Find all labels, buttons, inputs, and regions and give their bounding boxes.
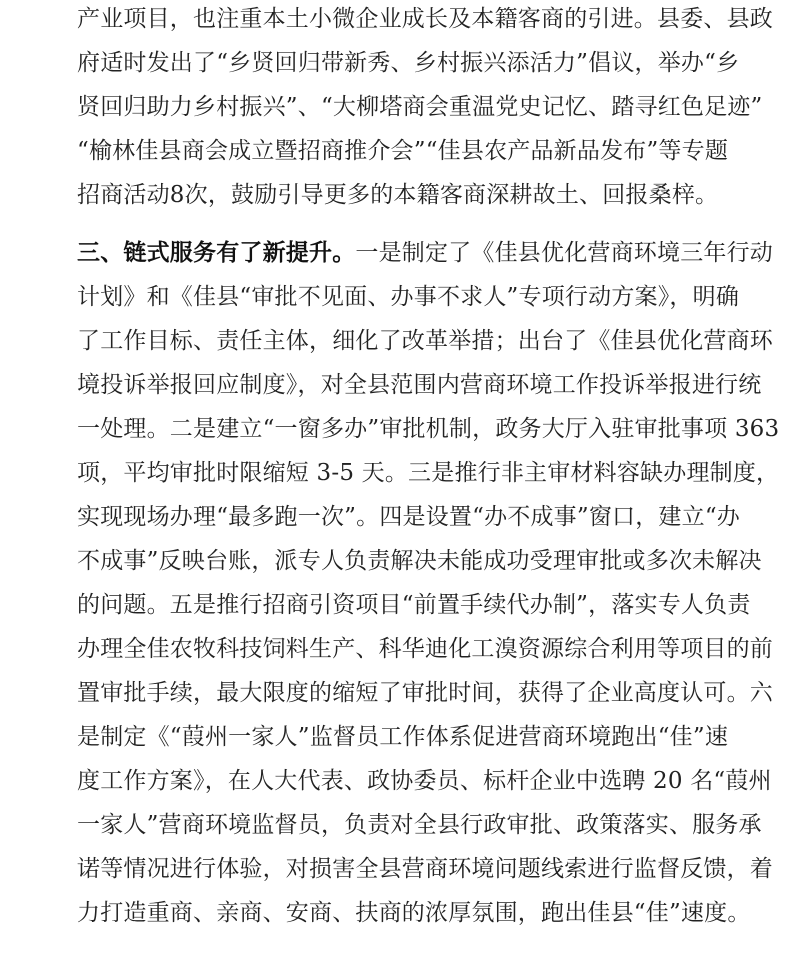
text-line: 了工作目标、责任主体，细化了改革举措；出台了《佳县优化营商环	[77, 328, 773, 354]
text-span: 一是制定了《佳县优化营商环境三年行动	[355, 240, 774, 266]
text-line: “榆林佳县商会成立暨招商推介会”“佳县农产品新品发布”等专题	[77, 138, 729, 164]
text-line: 不成事”反映台账，派专人负责解决未能成功受理审批或多次未解决	[77, 548, 762, 574]
text-line: 产业项目，也注重本土小微企业成长及本籍客商的引进。县委、县政	[77, 6, 773, 32]
text-line: 府适时发出了“乡贤回归带新秀、乡村振兴添活力”倡议，举办“乡	[77, 50, 740, 76]
text-line: 置审批手续，最大限度的缩短了审批时间，获得了企业高度认可。六	[77, 680, 773, 706]
text-line: 是制定《“葭州一家人”监督员工作体系促进营商环境跑出“佳”速	[77, 724, 729, 750]
text-line: 项，平均审批时限缩短 3-5 天。三是推行非主审材料容缺办理制度，	[77, 460, 780, 486]
text-line: 一处理。二是建立“一窗多办”审批机制，政务大厅入驻审批事项 363	[77, 416, 780, 442]
text-line: 办理全佳农牧科技饲料生产、科华迪化工溴资源综合利用等项目的前	[77, 636, 773, 662]
section-heading: 三、链式服务有了新提升。	[77, 239, 356, 266]
text-line: 境投诉举报回应制度》，对全县范围内营商环境工作投诉举报进行统	[77, 372, 762, 398]
text-line: 贤回归助力乡村振兴”、“大柳塔商会重温党史记忆、踏寻红色足迹”	[77, 94, 763, 120]
text-line: 一家人”营商环境监督员，负责对全县行政审批、政策落实、服务承	[77, 812, 762, 838]
text-line	[77, 238, 774, 268]
text-line: 诺等情况进行体验，对损害全县营商环境问题线索进行监督反馈，着	[77, 856, 773, 882]
text-line: 实现现场办理“最多跑一次”。四是设置“办不成事”窗口，建立“办	[77, 504, 740, 530]
text-line: 度工作方案》，在人大代表、政协委员、标杆企业中选聘 20 名“葭州	[77, 768, 772, 794]
text-line: 计划》和《佳县“审批不见面、办事不求人”专项行动方案》，明确	[77, 284, 740, 310]
text-line: 的问题。五是推行招商引资项目“前置手续代办制”，落实专人负责	[77, 592, 751, 618]
text-line: 招商活动8次，鼓励引导更多的本籍客商深耕故土、回报桑梓。	[77, 182, 719, 208]
text-line: 力打造重商、亲商、安商、扶商的浓厚氛围，跑出佳县“佳”速度。	[77, 900, 751, 926]
